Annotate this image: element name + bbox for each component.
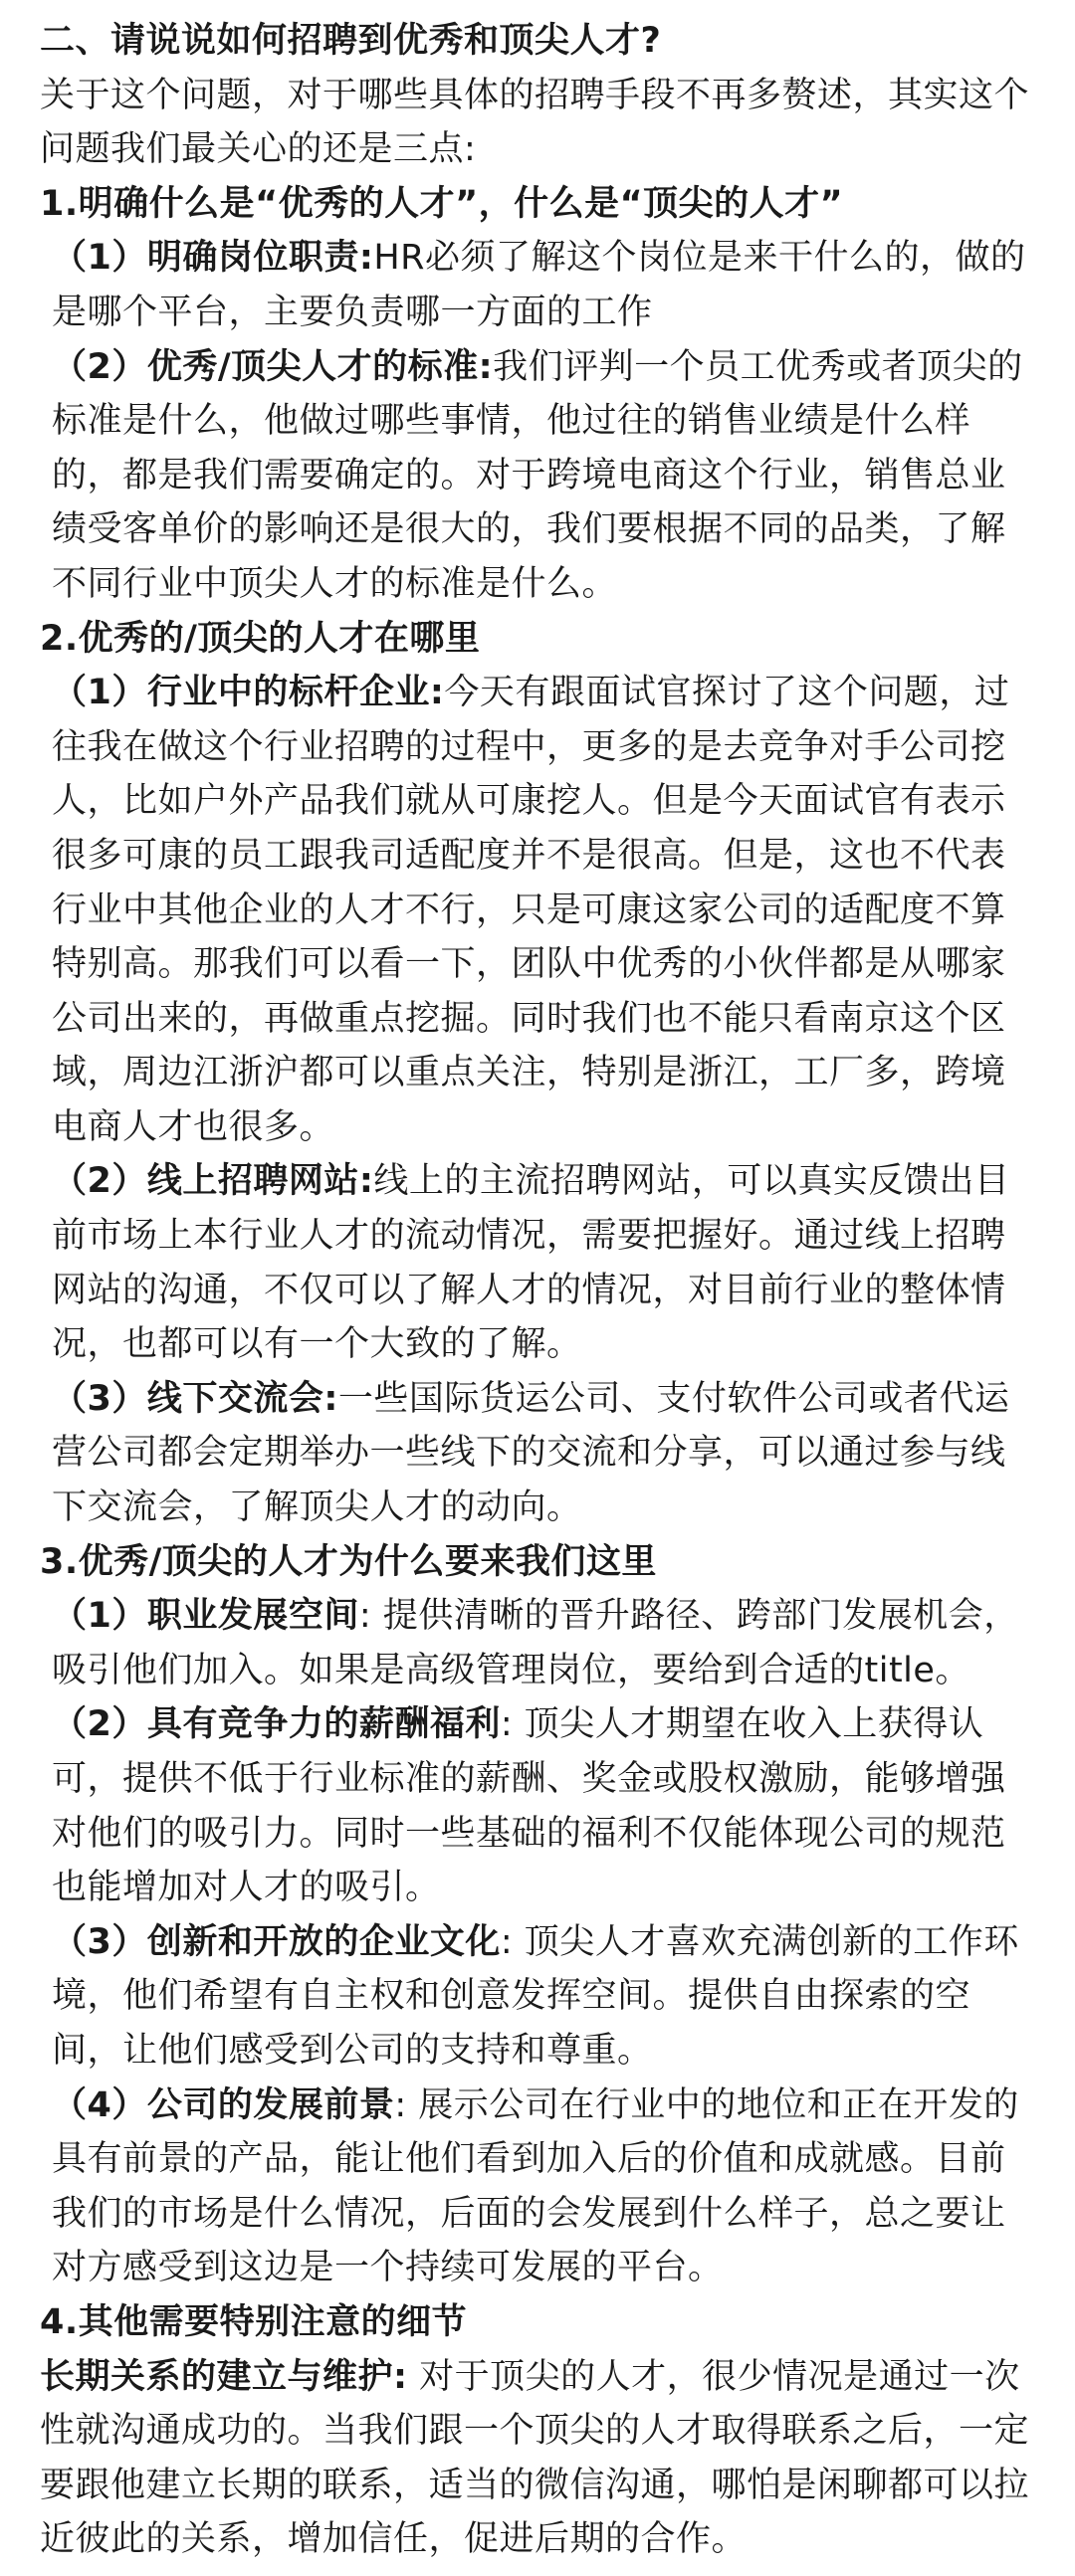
point-label: （1）明确岗位职责: xyxy=(52,238,374,279)
point-text: 一些国际货运公司、支付软件公司或者代运营公司都会定期举办一些线下的交流和分享，可以通过参与线下交流会，了解顶尖人才的动向。 xyxy=(52,1378,1010,1528)
point-label: （2）具有竞争力的薪酬福利 xyxy=(52,1704,501,1745)
section-3-point-2 xyxy=(40,1697,1035,1914)
point-text: : 顶尖人才期望在收入上获得认可，提供不低于行业标准的薪酬、奖金或股权激励，能够增强对他们的吸引力。同时一些基础的福利不仅能体现公司的规范也能增加对人才的吸引。 xyxy=(52,1704,1006,1908)
point-label: （1）行业中的标杆企业: xyxy=(52,673,445,713)
section-1-point-2 xyxy=(40,340,1035,612)
point-text: 我们评判一个员工优秀或者顶尖的标准是什么，他做过哪些事情，他过往的销售业绩是什么样的，都是我们需要确定的。对于跨境电商这个行业，销售总业绩受客单价的影响还是很大的，我们要根据不同的品类，了解不同行业中顶尖人才的标准是什么。 xyxy=(52,346,1023,604)
point-text: 线上的主流招聘网站，可以真实反馈出目前市场上本行业人才的流动情况，需要把握好。通过线上招聘网站的沟通，不仅可以了解人才的情况，对目前行业的整体情况，也都可以有一个大致的了解。 xyxy=(52,1161,1010,1365)
point-text: 今天有跟面试官探讨了这个问题，过往我在做这个行业招聘的过程中，更多的是去竞争对手公司挖人，比如户外产品我们就从可康挖人。但是今天面试官有表示很多可康的员工跟我司适配度并不是很高。但是，这也不代表行业中其他企业的人才不行，只是可康这家公司的适配度不算特别高。那我们可以看一下，团队中优秀的小伙伴都是从哪家公司出来的，再做重点挖掘。同时我们也不能只看南京这个区域，周边江浙沪都可以重点关注，特别是浙江，工厂多，跨境电商人才也很多。 xyxy=(52,673,1010,1147)
point-text: HR必须了解这个岗位是来干什么的，做的是哪个平台，主要负责哪一方面的工作 xyxy=(52,238,1026,332)
section-2-point-1 xyxy=(40,666,1035,1154)
point-text: : 展示公司在行业中的地位和正在开发的具有前景的产品，能让他们看到加入后的价值和成就感。目前我们的市场是什么情况，后面的会发展到什么样子，总之要让对方感受到这边是一个持续可发展的平台。 xyxy=(52,2084,1019,2288)
point-label: （2）线上招聘网站: xyxy=(52,1161,374,1202)
section-2-point-2 xyxy=(40,1154,1035,1371)
section-1-heading: 1.明确什么是“优秀的人才”，什么是“顶尖的人才” xyxy=(40,183,844,224)
section-3-point-1 xyxy=(40,1589,1035,1697)
point-label: （3）线下交流会: xyxy=(52,1378,338,1419)
point-label: 长期关系的建立与维护: xyxy=(40,2356,408,2397)
point-text: : 顶尖人才喜欢充满创新的工作环境，他们希望有自主权和创意发挥空间。提供自由探索的空间，让他们感受到公司的支持和尊重。 xyxy=(52,1921,1019,2071)
point-label: （2）优秀/顶尖人才的标准: xyxy=(52,346,494,387)
section-2-heading: 2.优秀的/顶尖的人才在哪里 xyxy=(40,618,481,659)
section-4-heading: 4.其他需要特别注意的细节 xyxy=(40,2301,468,2342)
intro-paragraph: 关于这个问题，对于哪些具体的招聘手段不再多赘述，其实这个问题我们最关心的还是三点: xyxy=(40,75,1030,170)
section-2-point-3 xyxy=(40,1372,1035,1535)
section-3-heading: 3.优秀/顶尖的人才为什么要来我们这里 xyxy=(40,1541,657,1582)
point-label: （3）创新和开放的企业文化 xyxy=(52,1921,501,1962)
section-1-point-1 xyxy=(40,231,1035,339)
section-3-point-4 xyxy=(40,2079,1035,2295)
point-label: （4）公司的发展前景 xyxy=(52,2084,395,2125)
section-3-point-3 xyxy=(40,1915,1035,2079)
point-text: : 提供清晰的晋升路径、跨部门发展机会，吸引他们加入。如果是高级管理岗位，要给到合适的title。 xyxy=(52,1596,1019,1690)
point-label: （1）职业发展空间 xyxy=(52,1596,359,1637)
point-text: 对于顶尖的人才，很少情况是通过一次性就沟通成功的。当我们跟一个顶尖的人才取得联系之后，一定要跟他建立长期的联系，适当的微信沟通，哪怕是闲聊都可以拉近彼此的关系，增加信任，促进后期的合作。 xyxy=(40,2356,1030,2560)
section-4-point-1 xyxy=(40,2350,1035,2567)
document-title: 二、请说说如何招聘到优秀和顶尖人才? xyxy=(40,21,662,61)
